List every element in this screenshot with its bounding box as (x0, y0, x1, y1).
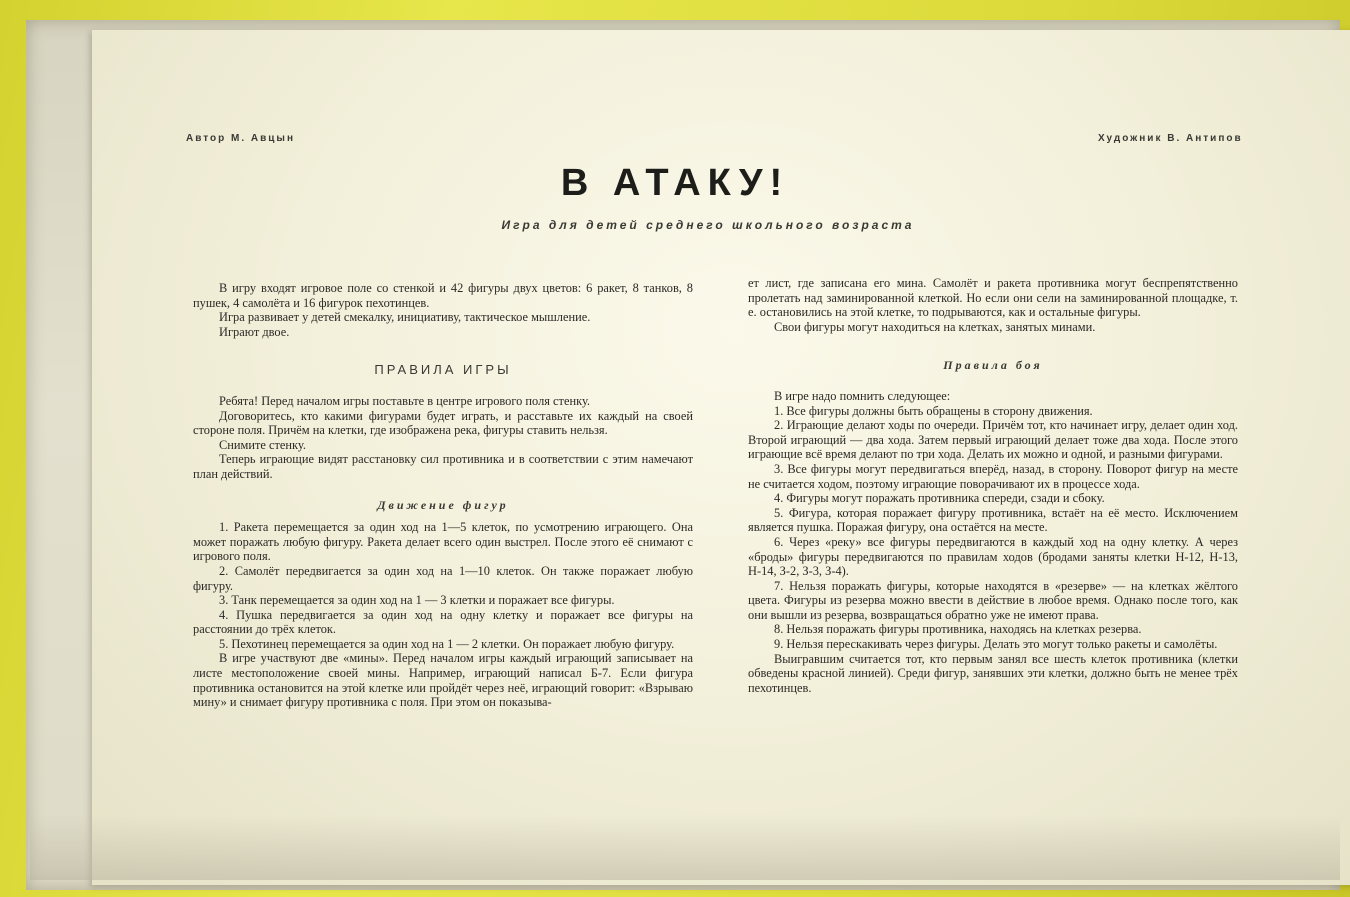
combat-paragraph: 5. Фигура, которая поражает фигуру противника, встаёт на её место. Исключением является пушка. Поражая фигуру, она остаётся на месте. (748, 505, 1238, 535)
mine-continuation: ет лист, где записана его мина. Самолёт и ракета противника могут беспрепятственно пролетать над заминированной клеткой. Но если они сели на заминированной площадке, т. е. остановились на этой клетке, то подрываются, как и остальные фигуры. (748, 276, 1238, 320)
artist-credit: Художник В. Антипов (1098, 133, 1243, 144)
movement-heading: Движение фигур (377, 497, 509, 512)
right-column (748, 276, 1238, 695)
game-subtitle: Игра для детей среднего школьного возраста (501, 218, 915, 232)
combat-paragraph: 4. Фигуры могут поражать противника спереди, сзади и сбоку. (774, 491, 1105, 506)
combat-paragraph: В игре надо помнить следующее: (774, 388, 951, 403)
combat-paragraph: Выигравшим считается тот, кто первым занял все шесть клеток противника (клетки обведены красной линией). Среди фигур, занявших эти клетки, должно быть не менее трёх пехотинцев. (748, 651, 1238, 695)
left-column (193, 281, 693, 710)
rules-paragraph: Договоритесь, кто какими фигурами будет играть, и расставьте их каждый на своей стороне поля. Причём на клетки, где изображена река, фигуры ставить нельзя. (193, 408, 693, 438)
rules-paragraph: Ребята! Перед началом игры поставьте в центре игрового поля стенку. (219, 393, 591, 408)
mine-paragraph: Свои фигуры могут находиться на клетках, занятых минами. (774, 319, 1096, 334)
movement-paragraph: В игре участвуют две «мины». Перед началом игры каждый играющий записывает на листе местоположение своей мины. Например, играющий написал Б-7. Если фигура противника остановится на этой клетке или пройдёт через неё, играющий говорит: «Взрываю мину» и снимает фигуру противника с поля. При этом он показыва- (193, 651, 693, 710)
combat-paragraph: 1. Все фигуры должны быть обращены в сторону движения. (774, 403, 1093, 418)
box-bottom-shadow (30, 815, 1340, 880)
combat-paragraph: 8. Нельзя поражать фигуры противника, находясь на клетках резерва. (774, 622, 1142, 637)
intro-paragraph: Игра развивает у детей смекалку, инициативу, тактическое мышление. (219, 310, 591, 325)
rules-paragraph: Теперь играющие видят расстановку сил противника и в соответствии с этим намечают план действий. (193, 452, 693, 481)
movement-paragraph: 2. Самолёт передвигается за один ход на 1—10 клеток. Он также поражает любую фигуру. (193, 563, 693, 593)
game-title: В АТАКУ! (560, 162, 790, 204)
combat-heading: Правила боя (943, 358, 1043, 373)
author-credit: Автор М. Авцын (186, 133, 295, 144)
combat-paragraph: 7. Нельзя поражать фигуры, которые находятся в «резерве» — на клетках жёлтого цвета. Фигуры из резерва можно ввести в действие в любое время. Однако после того, как они вышли из резерва, возвращаться обратно уже не имеют права. (748, 578, 1238, 622)
movement-paragraph: 3. Танк перемещается за один ход на 1 — 3 клетки и поражает все фигуры. (219, 593, 615, 608)
movement-paragraph: 4. Пушка передвигается за один ход на одну клетку и поражает все фигуры на расстоянии до трёх клеток. (193, 607, 693, 637)
rules-heading: ПРАВИЛА ИГРЫ (374, 362, 512, 378)
movement-paragraph: 5. Пехотинец перемещается за один ход на 1 — 2 клетки. Он поражает любую фигуру. (219, 636, 675, 651)
rules-paragraph: Снимите стенку. (219, 437, 306, 452)
movement-paragraph: 1. Ракета перемещается за один ход на 1—5 клеток, по усмотрению играющего. Она может поражать любую фигуру. Ракета делает всего один выстрел. После этого её снимают с игрового поля. (193, 520, 693, 564)
combat-paragraph: 6. Через «реку» все фигуры передвигаются в каждый ход на одну клетку. А через «броды» фигуры передвигаются по правилам ходов (бродами заняты клетки Н-12, Н-13, Н-14, З-2, З-3, З-4). (748, 534, 1238, 579)
combat-paragraph: 2. Играющие делают ходы по очереди. Причём тот, кто начинает игру, делает один ход. Второй играющий — два хода. Затем первый играющий делает тоже два хода. После этого играющие всё время делают по три хода. Делать их можно и одной, и разными фигурами. (748, 418, 1238, 462)
intro-paragraph: Играют двое. (219, 324, 290, 339)
combat-paragraph: 9. Нельзя перескакивать через фигуры. Делать это могут только ракеты и самолёты. (774, 637, 1218, 652)
intro-paragraph: В игру входят игровое поле со стенкой и 42 фигуры двух цветов: 6 ракет, 8 танков, 8 пушек, 4 самолёта и 16 фигурок пехотинцев. (193, 281, 693, 310)
combat-paragraph: 3. Все фигуры могут передвигаться вперёд, назад, в сторону. Поворот фигур на месте не считается ходом, поэтому играющие поворачивают их в процессе хода. (748, 461, 1238, 491)
